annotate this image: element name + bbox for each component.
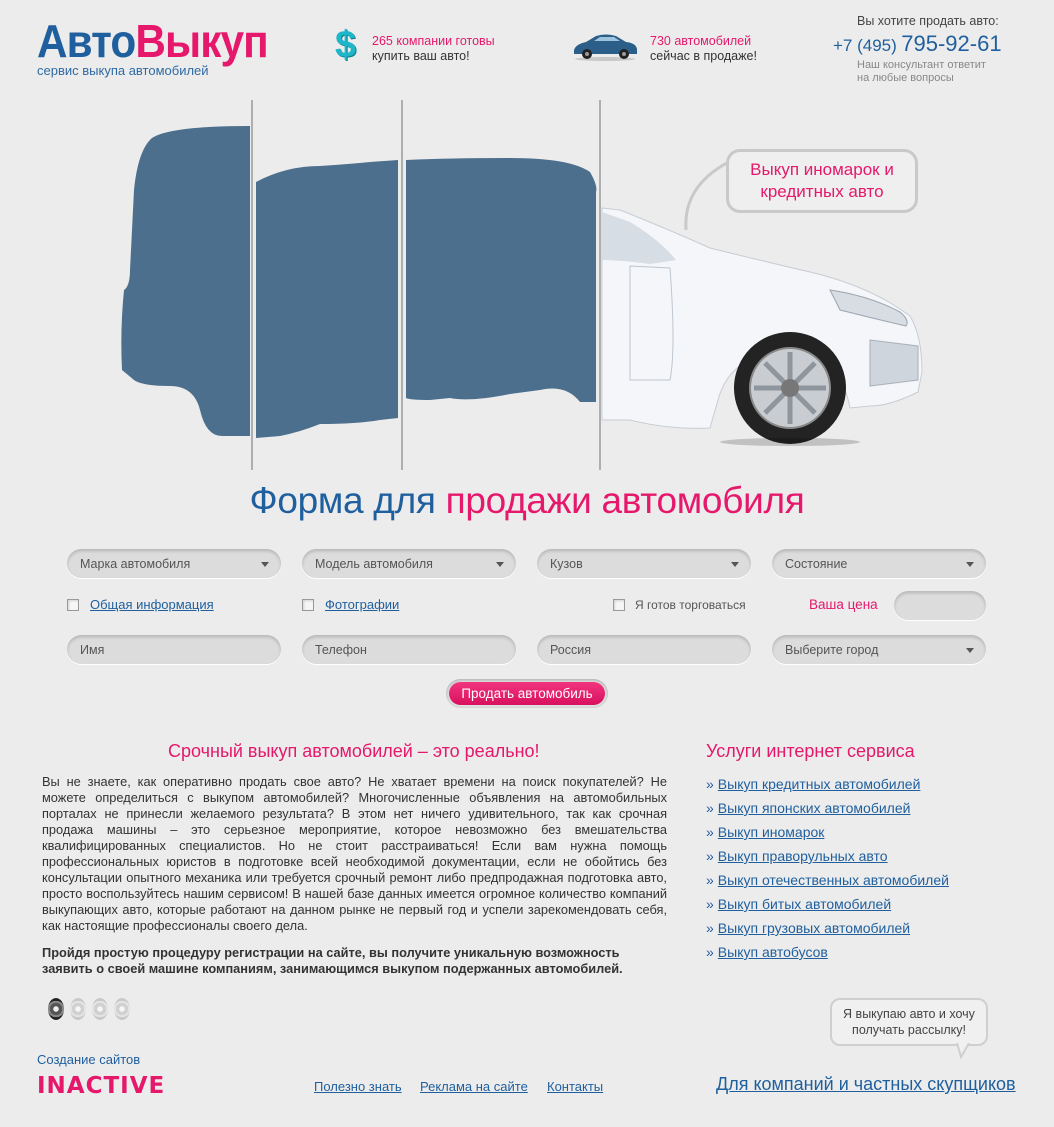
white-car xyxy=(602,208,922,446)
ready-to-bargain-checkbox[interactable] xyxy=(613,599,625,611)
name-input[interactable]: Имя xyxy=(67,635,281,664)
service-item[interactable] xyxy=(706,800,949,824)
pager-dot-wheel-icon[interactable] xyxy=(48,998,64,1020)
service-link[interactable]: Выкуп автобусов xyxy=(717,944,828,960)
service-link[interactable]: Выкуп иномарок xyxy=(717,824,825,840)
bullet: » xyxy=(706,776,714,792)
hero-speech-bubble xyxy=(726,149,918,213)
service-link[interactable]: Выкуп битых автомобилей xyxy=(717,896,892,912)
companies-text: купить ваш авто! xyxy=(372,49,470,63)
general-info-checkbox[interactable] xyxy=(67,599,79,611)
photos-label[interactable]: Фотографии xyxy=(325,597,400,612)
country-input[interactable]: Россия xyxy=(537,635,751,664)
bubble-line-1: Выкуп иномарок и xyxy=(750,160,894,179)
bullet: » xyxy=(706,872,714,888)
subscribe-bubble[interactable] xyxy=(830,998,988,1046)
bullet: » xyxy=(706,896,714,912)
car-brand-select[interactable]: Марка автомобиля xyxy=(67,549,281,578)
ready-to-bargain-label: Я готов торговаться xyxy=(635,598,746,612)
car-model-select[interactable]: Модель автомобиля xyxy=(302,549,516,578)
phone-note-line-1: Наш консультант ответит xyxy=(857,59,986,71)
city-select[interactable]: Выберите город xyxy=(772,635,986,664)
dollar-icon: $ xyxy=(335,24,357,66)
form-title-part-1: Форма для xyxy=(249,480,436,521)
article-title: Срочный выкуп автомобилей – это реально! xyxy=(168,741,540,761)
logo-part-2: Выкуп xyxy=(135,15,268,67)
service-item[interactable] xyxy=(706,920,949,944)
service-link[interactable]: Выкуп японских автомобилей xyxy=(717,800,911,816)
footer-link-ads[interactable]: Реклама на сайте xyxy=(420,1079,528,1094)
service-link[interactable]: Выкуп отечественных автомобилей xyxy=(717,872,949,888)
pager-dot-wheel-icon[interactable] xyxy=(114,998,130,1020)
subscribe-line-2: получать рассылку! xyxy=(852,1023,966,1037)
subscribe-line-1: Я выкупаю авто и хочу xyxy=(843,1007,975,1021)
service-link[interactable]: Выкуп праворульных авто xyxy=(717,848,888,864)
article-bold-text: Пройдя простую процедуру регистрации на сайте, вы получите уникальную возможность заявить о своей машине компаниям, занимающимся выкупом подержанных автомобилей. xyxy=(42,945,623,976)
phone-input[interactable]: Телефон xyxy=(302,635,516,664)
phone-digits: 795-92-61 xyxy=(901,31,1002,56)
phone-question: Вы хотите продать авто: xyxy=(857,14,999,28)
pager-dot-wheel-icon[interactable] xyxy=(70,998,86,1020)
article-body: Вы не знаете, как оперативно продать свое авто? Не хватает времени на поиск покупателей? Не можете определиться с выкупом автомобилей? Многочисленные объявления на автомобильных порталах не принесли желаемого результата? В этом нет ничего удивительного, так как срочная продажа машины – это серьезное мероприятие, которое невозможно без вмешательства квалифицированных специалистов. Но не стоит расстраиваться! Если вам нужна помощь профессиональных юристов в подготовке всей необходимой документации, если не обойтись без консультации опытного механика или требуется срочный ремонт либо предпродажная подготовка авто, просто воспользуйтесь нашим сервисом! В нашей базе данных имеется огромное количество компаний выкупающих авто, которые работают на данном рынке не первый год и успели зарекомендовать себя, как настоящие профессионалы своего дела. xyxy=(42,774,667,933)
phone-note-line-2: на любые вопросы xyxy=(857,72,954,84)
slider-pager xyxy=(48,998,136,1025)
logo-subtitle: сервис выкупа автомобилей xyxy=(37,63,209,78)
cars-count: 730 автомобилей xyxy=(650,34,752,48)
phone-note xyxy=(857,59,986,85)
form-title-part-2: продажи автомобиля xyxy=(445,480,805,521)
service-link[interactable]: Выкуп грузовых автомобилей xyxy=(717,920,911,936)
general-info-label[interactable]: Общая информация xyxy=(90,597,214,612)
pager-dot-wheel-icon[interactable] xyxy=(92,998,108,1020)
price-label: Ваша цена xyxy=(809,597,878,612)
cars-stat xyxy=(650,34,757,64)
inactive-logo[interactable]: INACTIVE xyxy=(37,1073,166,1099)
companies-link[interactable]: Для компаний и частных скупщиков xyxy=(716,1074,1016,1094)
truck-silhouette xyxy=(256,160,398,438)
body-type-select[interactable]: Кузов xyxy=(537,549,751,578)
form-title xyxy=(0,480,1054,522)
service-item[interactable] xyxy=(706,848,949,872)
footer-link-contacts[interactable]: Контакты xyxy=(547,1079,604,1094)
bullet: » xyxy=(706,824,714,840)
van-silhouette xyxy=(406,158,596,402)
bullet: » xyxy=(706,944,714,960)
service-item[interactable] xyxy=(706,872,949,896)
cars-text: сейчас в продаже! xyxy=(650,49,757,63)
sell-car-button[interactable] xyxy=(446,679,608,708)
companies-count: 265 компании готовы xyxy=(372,34,495,48)
bullet: » xyxy=(706,800,714,816)
phone-code: +7 (495) xyxy=(833,36,897,55)
services-list xyxy=(706,776,949,968)
service-item[interactable] xyxy=(706,944,949,968)
companies-stat xyxy=(372,34,495,64)
service-link[interactable]: Выкуп кредитных автомобилей xyxy=(717,776,921,792)
service-item[interactable] xyxy=(706,776,949,800)
photos-checkbox[interactable] xyxy=(302,599,314,611)
made-by-label: Создание сайтов xyxy=(37,1052,141,1067)
footer-link-useful[interactable]: Полезно знать xyxy=(314,1079,402,1094)
car-icon xyxy=(570,30,640,62)
price-input[interactable] xyxy=(894,591,986,620)
site-logo[interactable] xyxy=(37,15,268,67)
bullet: » xyxy=(706,848,714,864)
bus-silhouette xyxy=(121,126,250,436)
service-item[interactable] xyxy=(706,896,949,920)
bullet: » xyxy=(706,920,714,936)
condition-select[interactable]: Состояние xyxy=(772,549,986,578)
bubble-line-2: кредитных авто xyxy=(760,182,884,201)
sell-car-button-label: Продать автомобиль xyxy=(449,682,605,705)
phone-number[interactable] xyxy=(833,31,1002,57)
logo-part-1: Авто xyxy=(37,15,136,67)
services-title: Услуги интернет сервиса xyxy=(706,741,915,761)
bubble-tail-icon xyxy=(955,1043,971,1059)
service-item[interactable] xyxy=(706,824,949,848)
